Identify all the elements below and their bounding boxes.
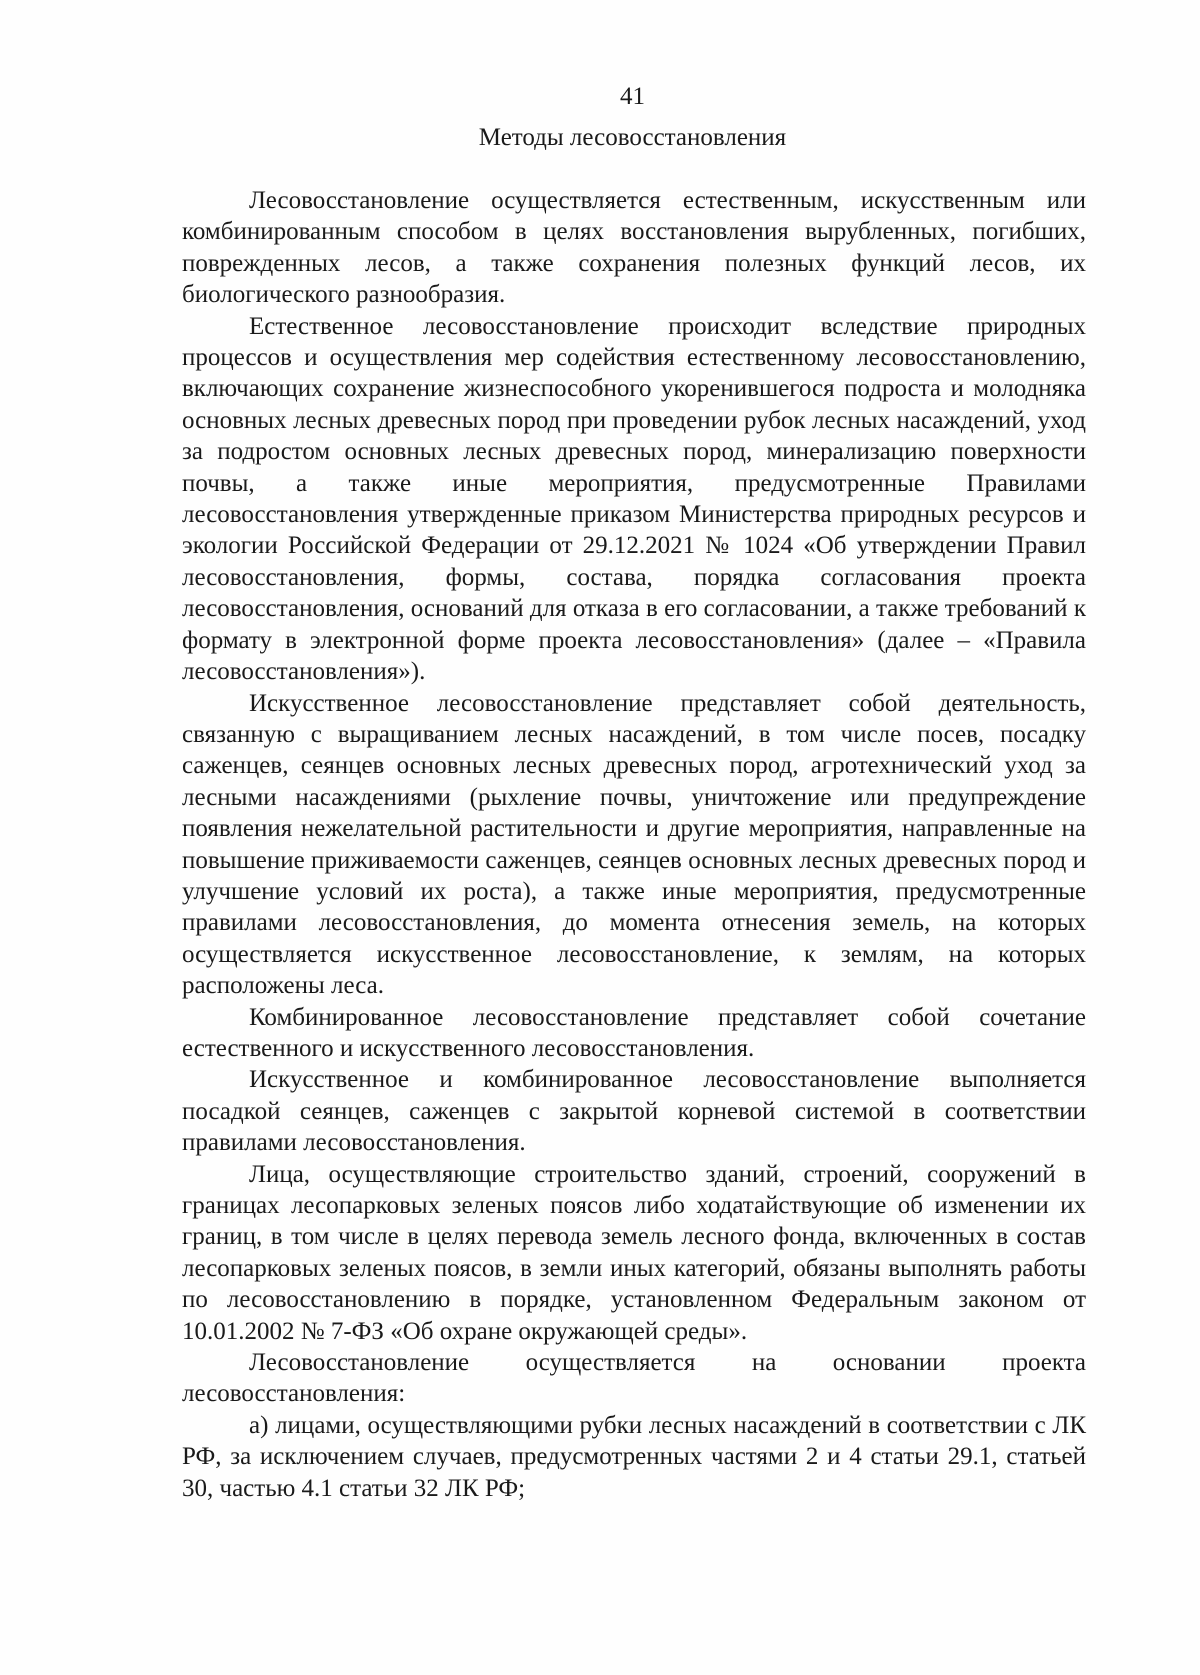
section-title: Методы лесовосстановления	[478, 124, 787, 151]
paragraph-8: а) лицами, осуществляющими рубки лесных насаждений в соответствии с ЛК РФ, за исключением случаев, предусмотренных частями 2 и 4 статьи 29.1, статьей 30, частью 4.1 статьи 32 ЛК РФ;	[182, 1411, 1086, 1502]
paragraph-3: Искусственное лесовосстановление представляет собой деятельность, связанную с выращиванием лесных насаждений, в том числе посев, посадку саженцев, сеянцев основных лесных древесных пород, агротехнический уход за лесными насаждениями (рыхление почвы, уничтожение или предупреждение появления нежелательной растительности и другие мероприятия, направленные на повышение приживаемости саженцев, сеянцев основных лесных древесных пород и улучшение условий их роста), а также иные мероприятия, предусмотренные правилами лесовосстановления, до момента отнесения земель, на которых осуществляется искусственное лесовосстановление, к землям, на которых расположены леса.	[182, 689, 1086, 1000]
paragraph-2: Естественное лесовосстановление происходит вследствие природных процессов и осуществления мер содействия естественному лесовосстановлению, включающих сохранение жизнеспособного укоренившегося подроста и молодняка основных лесных древесных пород при проведении рубок лесных насаждений, уход за подростом основных лесных древесных пород, минерализацию поверхности почвы, а также иные мероприятия, предусмотренные Правилами лесовосстановления утвержденные приказом Министерства природных ресурсов и экологии Российской Федерации от 29.12.2021 № 1024 «Об утверждении Правил лесовосстановления, формы, состава, порядка согласования проекта лесовосстановления, оснований для отказа в его согласовании, а также требований к формату в электронной форме проекта лесовосстановления» (далее – «Правила лесовосстановления»).	[182, 312, 1086, 686]
paragraph-5: Искусственное и комбинированное лесовосстановление выполняется посадкой сеянцев, саженцев с закрытой корневой системой в соответствии правилами лесовосстановления.	[182, 1066, 1086, 1157]
paragraph-1: Лесовосстановление осуществляется естественным, искусственным или комбинированным способом в целях восстановления вырубленных, погибших, поврежденных лесов, а также сохранения полезных функций лесов, их биологического разнообразия.	[182, 187, 1086, 309]
page-number: 41	[620, 83, 645, 110]
body-text	[182, 185, 1086, 1504]
paragraph-4: Комбинированное лесовосстановление представляет собой сочетание естественного и искусственного лесовосстановления.	[182, 1003, 1086, 1062]
paragraph-7: Лесовосстановление осуществляется на основании проекта лесовосстановления:	[182, 1349, 1086, 1408]
paragraph-6: Лица, осуществляющие строительство зданий, строений, сооружений в границах лесопарковых зеленых поясов либо ходатайствующие об изменении их границ, в том числе в целях перевода земель лесного фонда, включенных в состав лесопарковых зеленых поясов, в земли иных категорий, обязаны выполнять работы по лесовосстановлению в порядке, установленном Федеральным законом от 10.01.2002 № 7-ФЗ «Об охране окружающей среды».	[182, 1160, 1086, 1345]
